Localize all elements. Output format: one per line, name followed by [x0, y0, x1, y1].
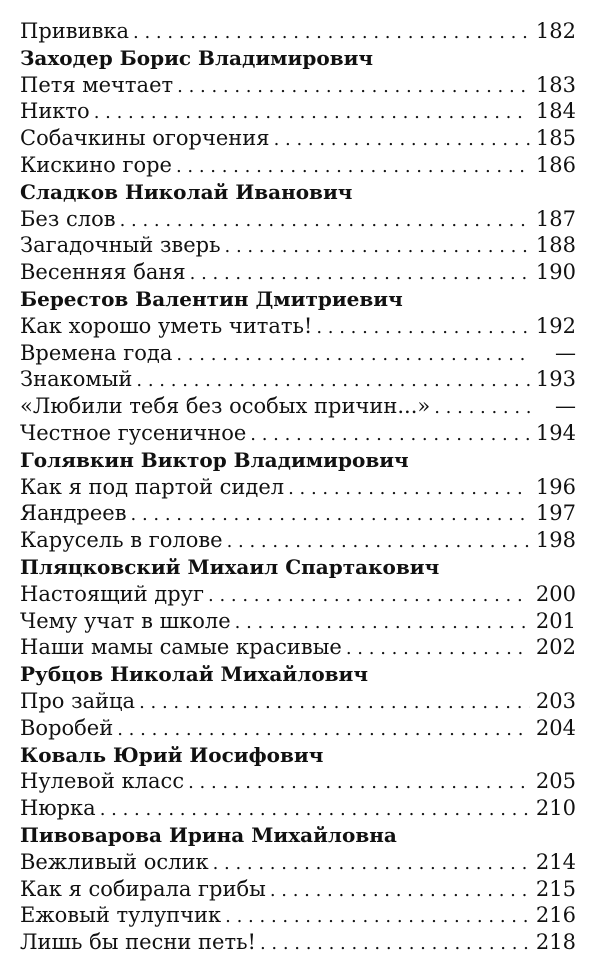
entry-title: Нюрка [20, 796, 96, 821]
page-number: 201 [535, 608, 576, 633]
toc-entry [20, 581, 576, 608]
toc-author-heading [20, 286, 576, 313]
page-number: 194 [535, 420, 576, 445]
toc-entry [20, 98, 576, 125]
entry-title: Как я собирала грибы [20, 876, 266, 901]
page-number: 198 [535, 528, 576, 553]
toc-author-heading [20, 45, 576, 72]
author-name: Заходер Борис Владимирович [20, 45, 374, 70]
dot-leader [139, 690, 530, 717]
page-number: 196 [535, 474, 576, 499]
page-number: 218 [535, 930, 576, 955]
page-number: — [555, 394, 576, 419]
dot-leader [208, 583, 530, 610]
entry-title: Весенняя баня [20, 260, 186, 285]
dot-leader [225, 904, 530, 931]
page-number: 193 [535, 367, 576, 392]
entry-title: Настоящий друг [20, 581, 205, 606]
toc-entry [20, 688, 576, 715]
dot-leader [213, 851, 530, 878]
toc-entry [20, 366, 576, 393]
entry-title: Никто [20, 99, 90, 124]
toc-author-heading [20, 554, 576, 581]
entry-title: Воробей [20, 715, 114, 740]
entry-title: Наши мамы самые красивые [20, 635, 342, 660]
dot-leader [100, 797, 530, 824]
page-number: 197 [535, 501, 576, 526]
entry-title: Без слов [20, 206, 116, 231]
dot-leader [188, 770, 530, 797]
toc-entry [20, 474, 576, 501]
dot-leader [270, 878, 530, 905]
dot-leader [120, 208, 530, 235]
entry-title: Прививка [20, 19, 130, 43]
entry-title: Кискино горе [20, 152, 172, 177]
dot-leader [177, 74, 530, 101]
page-number: 214 [535, 849, 576, 874]
toc-entry [20, 715, 576, 742]
dot-leader [434, 395, 532, 422]
page-number: 184 [535, 99, 576, 124]
toc-author-heading [20, 661, 576, 688]
dot-leader [260, 931, 530, 958]
page-number: 203 [535, 688, 576, 713]
toc-entry [20, 634, 576, 661]
dot-leader [250, 422, 530, 449]
dot-leader [117, 717, 530, 744]
dot-leader [288, 476, 530, 503]
toc-entry [20, 929, 576, 956]
dot-leader [346, 636, 530, 663]
toc-author-heading [20, 179, 576, 206]
entry-title: Как хорошо уметь читать! [20, 313, 313, 338]
toc-author-heading [20, 822, 576, 849]
page-number: 185 [535, 126, 576, 151]
dot-leader [94, 100, 530, 127]
entry-title: Ежовый тулупчик [20, 903, 222, 928]
page-number: 200 [535, 581, 576, 606]
toc-entry [20, 125, 576, 152]
entry-title: Нулевой класс [20, 769, 185, 794]
toc-entry [20, 18, 576, 45]
page-number: 210 [535, 796, 576, 821]
dot-leader [235, 610, 530, 637]
entry-title: Чему учат в школе [20, 608, 231, 633]
dot-leader [131, 502, 530, 529]
page-number: 186 [535, 152, 576, 177]
toc-author-heading [20, 742, 576, 769]
toc-entry [20, 795, 576, 822]
entry-title: Времена года [20, 340, 173, 365]
toc-entry [20, 876, 576, 903]
author-name: Коваль Юрий Иосифович [20, 742, 324, 767]
page-number: — [555, 340, 576, 365]
author-name: Рубцов Николай Михайлович [20, 662, 369, 687]
page-number: 187 [535, 206, 576, 231]
dot-leader [176, 154, 530, 181]
toc-entry [20, 608, 576, 635]
toc-entry [20, 420, 576, 447]
dot-leader [133, 20, 530, 47]
page-number: 182 [535, 19, 576, 43]
author-name: Пивоварова Ирина Михайловна [20, 822, 397, 847]
toc-entry [20, 340, 576, 367]
entry-title: Знакомый [20, 367, 133, 392]
dot-leader [176, 342, 532, 369]
entry-title: Собачкины огорчения [20, 126, 270, 151]
toc-author-heading [20, 447, 576, 474]
dot-leader [227, 529, 530, 556]
dot-leader [136, 368, 529, 395]
toc-entry [20, 527, 576, 554]
page-number: 183 [535, 72, 576, 97]
page-number: 215 [535, 876, 576, 901]
toc-entry [20, 500, 576, 527]
toc-entry [20, 206, 576, 233]
entry-title: Яандреев [20, 501, 127, 526]
toc-entry [20, 72, 576, 99]
entry-title: Загадочный зверь [20, 233, 221, 258]
entry-title: «Любили тебя без особых причин...» [20, 394, 431, 419]
entry-title: Лишь бы песни петь! [20, 930, 256, 955]
dot-leader [316, 315, 530, 342]
dot-leader [274, 127, 530, 154]
page-number: 205 [535, 769, 576, 794]
toc-entry [20, 313, 576, 340]
entry-title: Про зайца [20, 688, 136, 713]
page-number: 192 [535, 313, 576, 338]
page-number: 190 [535, 260, 576, 285]
entry-title: Как я под партой сидел [20, 474, 285, 499]
toc-entry [20, 393, 576, 420]
dot-leader [190, 261, 530, 288]
page-number: 216 [535, 903, 576, 928]
toc-entry [20, 902, 576, 929]
toc-entry [20, 152, 576, 179]
author-name: Голявкин Виктор Владимирович [20, 447, 409, 472]
dot-leader [225, 234, 530, 261]
author-name: Пляцковский Михаил Спартакович [20, 554, 440, 579]
author-name: Берестов Валентин Дмитриевич [20, 286, 403, 311]
toc-entry [20, 768, 576, 795]
page-number: 202 [535, 635, 576, 660]
toc-entry [20, 849, 576, 876]
toc-entry [20, 259, 576, 286]
entry-title: Петя мечтает [20, 72, 174, 97]
entry-title: Карусель в голове [20, 528, 223, 553]
author-name: Сладков Николай Иванович [20, 179, 353, 204]
page-number: 188 [535, 233, 576, 258]
toc-entry [20, 232, 576, 259]
entry-title: Вежливый ослик [20, 849, 209, 874]
page-number: 204 [535, 715, 576, 740]
entry-title: Честное гусеничное [20, 420, 247, 445]
